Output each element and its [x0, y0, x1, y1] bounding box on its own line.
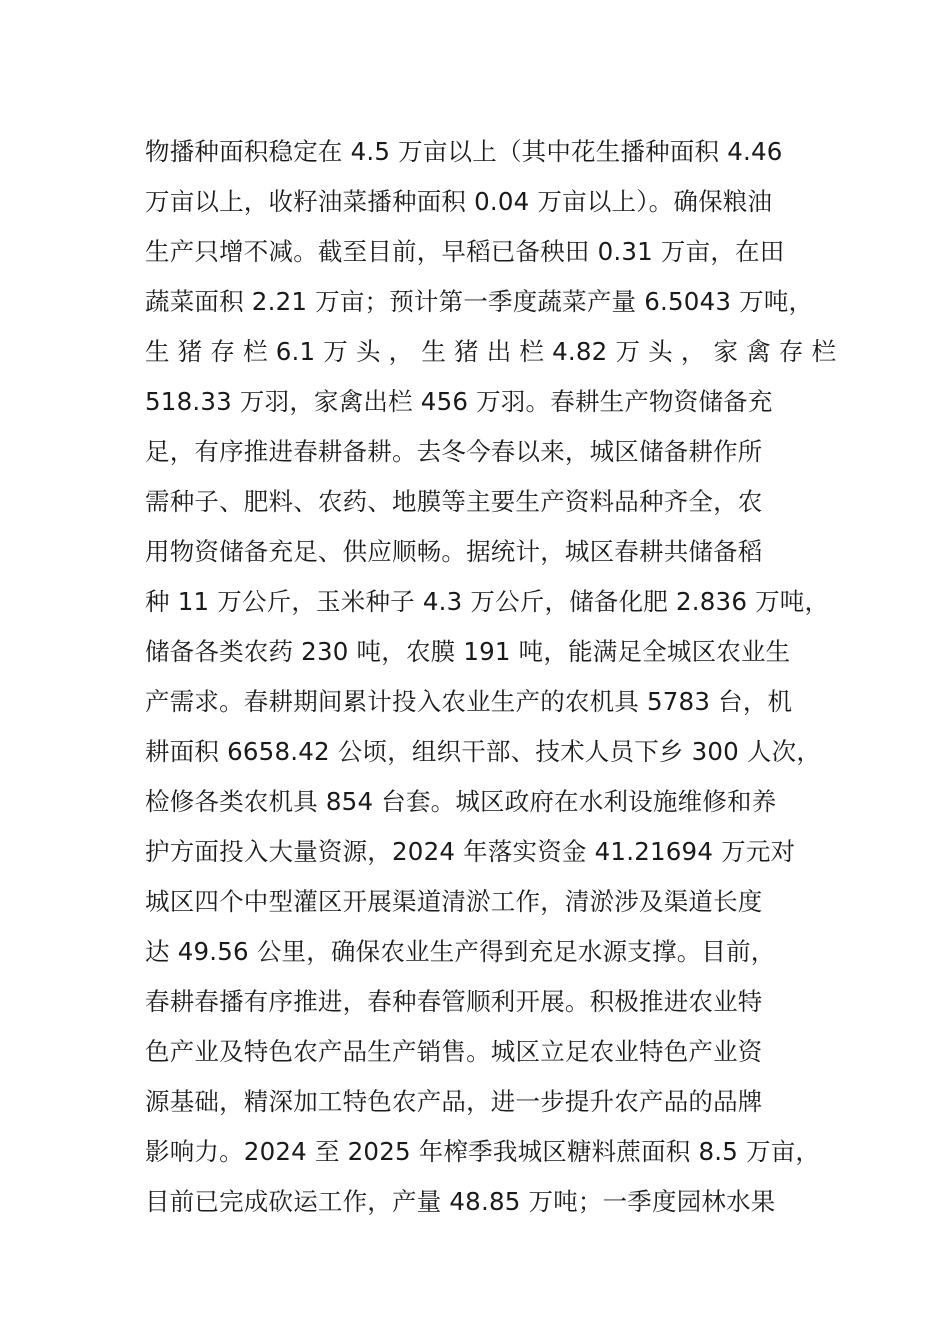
text-line: 生产只增不减。截至目前，早稻已备秧田 0.31 万亩，在田 — [145, 237, 785, 266]
text-line: 万亩以上，收籽油菜播种面积 0.04 万亩以上）。确保粮油 — [145, 187, 773, 216]
text-line: 需种子、肥料、农药、地膜等主要生产资料品种齐全，农 — [145, 487, 763, 516]
text-line: 春耕春播有序推进，春种春管顺利开展。积极推进农业特 — [145, 987, 763, 1016]
text-line: 影响力。2024 至 2025 年榨季我城区糖料蔗面积 8.5 万亩， — [145, 1137, 821, 1166]
text-line: 种 11 万公斤，玉米种子 4.3 万公斤，储备化肥 2.836 万吨， — [145, 587, 830, 616]
text-line: 生 猪 存 栏 6.1 万 头 ， 生 猪 出 栏 4.82 万 头 ， 家 禽 存 栏 — [145, 337, 837, 366]
text-line: 足，有序推进春耕备耕。去冬今春以来，城区储备耕作所 — [145, 437, 763, 466]
text-line: 源基础，精深加工特色农产品，进一步提升农产品的品牌 — [145, 1087, 763, 1116]
text-line: 目前已完成砍运工作，产量 48.85 万吨；一季度园林水果 — [145, 1187, 776, 1216]
text-line: 用物资储备充足、供应顺畅。据统计，城区春耕共储备稻 — [145, 537, 763, 566]
text-line: 检修各类农机具 854 台套。城区政府在水利设施维修和养 — [145, 787, 777, 816]
text-line: 护方面投入大量资源，2024 年落实资金 41.21694 万元对 — [145, 837, 796, 866]
body-paragraph — [145, 127, 837, 1227]
text-line: 耕面积 6658.42 公顷，组织干部、技术人员下乡 300 人次， — [145, 737, 822, 766]
text-line: 物播种面积稳定在 4.5 万亩以上（其中花生播种面积 4.46 — [145, 137, 783, 166]
text-line: 518.33 万羽，家禽出栏 456 万羽。春耕生产物资储备充 — [145, 387, 773, 416]
text-line: 蔬菜面积 2.21 万亩；预计第一季度蔬菜产量 6.5043 万吨， — [145, 287, 814, 316]
text-line: 城区四个中型灌区开展渠道清淤工作，清淤涉及渠道长度 — [145, 887, 763, 916]
text-line: 储备各类农药 230 吨，农膜 191 吨，能满足全城区农业生 — [145, 637, 791, 666]
text-line: 达 49.56 公里，确保农业生产得到充足水源支撑。目前， — [145, 937, 776, 966]
text-line: 色产业及特色农产品生产销售。城区立足农业特色产业资 — [145, 1037, 763, 1066]
text-line: 产需求。春耕期间累计投入农业生产的农机具 5783 台，机 — [145, 687, 793, 716]
